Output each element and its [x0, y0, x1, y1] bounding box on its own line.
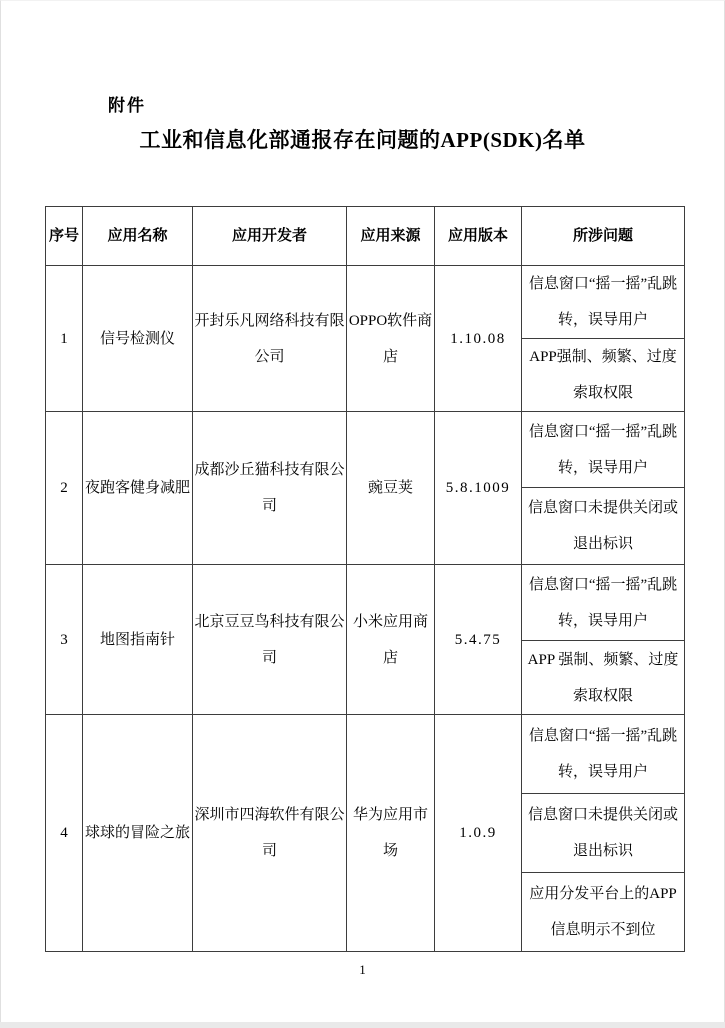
cell-issue: 信息窗口“摇一摇”乱跳转，误导用户 — [522, 715, 685, 794]
table-row — [46, 412, 685, 488]
table-row — [46, 266, 685, 339]
cell-issue: 应用分发平台上的APP 信息明示不到位 — [522, 873, 685, 952]
cell-source: 小米应用商店 — [347, 565, 435, 715]
table-header-row — [46, 207, 685, 266]
cell-developer: 深圳市四海软件有限公司 — [193, 715, 347, 952]
cell-developer: 北京豆豆鸟科技有限公司 — [193, 565, 347, 715]
cell-issue: APP 强制、频繁、过度索取权限 — [522, 641, 685, 715]
cell-version: 1.10.08 — [435, 266, 522, 412]
cell-index: 1 — [46, 266, 83, 412]
cell-issue: 信息窗口“摇一摇”乱跳转，误导用户 — [522, 412, 685, 488]
cell-app-name: 夜跑客健身减肥 — [83, 412, 193, 565]
column-header-index: 序号 — [46, 207, 83, 266]
table-row — [46, 715, 685, 794]
cell-version: 1.0.9 — [435, 715, 522, 952]
cell-issue: 信息窗口“摇一摇”乱跳转，误导用户 — [522, 266, 685, 339]
page-title: 工业和信息化部通报存在问题的APP(SDK)名单 — [139, 128, 586, 152]
cell-app-name: 地图指南针 — [83, 565, 193, 715]
column-header-app-name: 应用名称 — [83, 207, 193, 266]
page-number: 1 — [359, 962, 366, 977]
attachment-label: 附件 — [108, 96, 146, 115]
cell-app-name: 球球的冒险之旅 — [83, 715, 193, 952]
cell-source: 华为应用市场 — [347, 715, 435, 952]
cell-index: 2 — [46, 412, 83, 565]
cell-issue: 信息窗口未提供关闭或退出标识 — [522, 488, 685, 565]
cell-issue: 信息窗口“摇一摇”乱跳转，误导用户 — [522, 565, 685, 641]
cell-index: 3 — [46, 565, 83, 715]
cell-version: 5.8.1009 — [435, 412, 522, 565]
column-header-issues: 所涉问题 — [522, 207, 685, 266]
table-row — [46, 565, 685, 641]
cell-source: OPPO软件商店 — [347, 266, 435, 412]
app-issues-table — [45, 206, 685, 952]
cell-developer: 开封乐凡网络科技有限公司 — [193, 266, 347, 412]
column-header-source: 应用来源 — [347, 207, 435, 266]
cell-issue: 信息窗口未提供关闭或退出标识 — [522, 794, 685, 873]
cell-issue: APP强制、频繁、过度索取权限 — [522, 339, 685, 412]
cell-index: 4 — [46, 715, 83, 952]
cell-app-name: 信号检测仪 — [83, 266, 193, 412]
column-header-version: 应用版本 — [435, 207, 522, 266]
column-header-developer: 应用开发者 — [193, 207, 347, 266]
cell-version: 5.4.75 — [435, 565, 522, 715]
cell-source: 豌豆荚 — [347, 412, 435, 565]
cell-developer: 成都沙丘猫科技有限公司 — [193, 412, 347, 565]
